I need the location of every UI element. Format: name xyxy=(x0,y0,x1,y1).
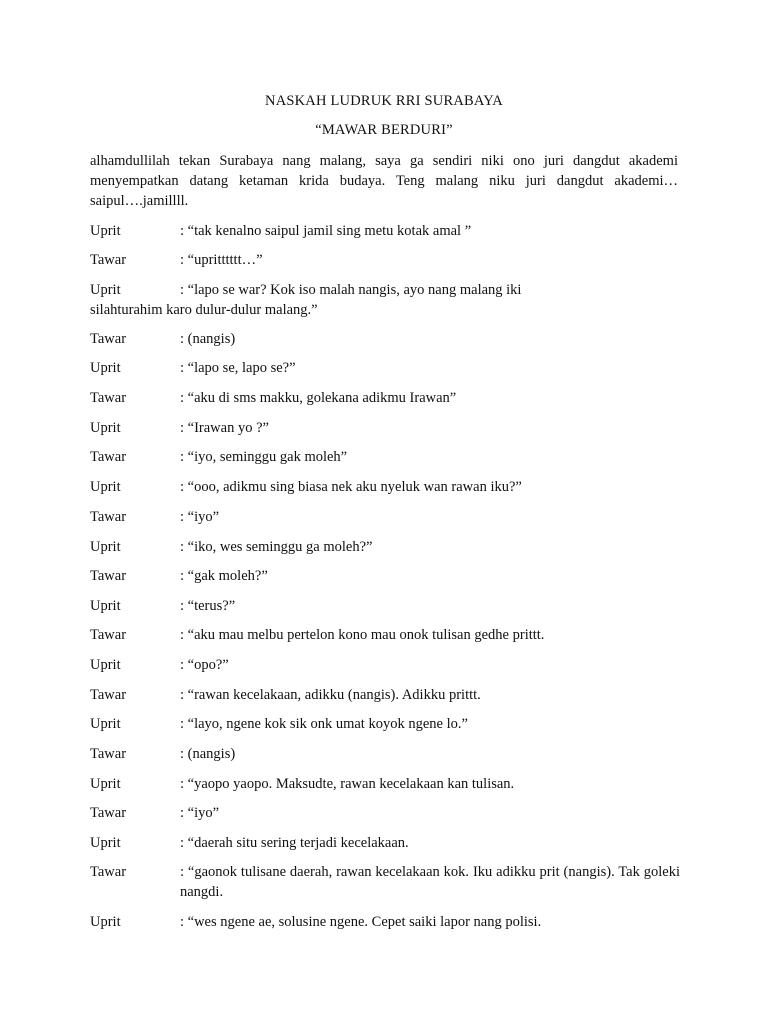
speaker-name: Tawar xyxy=(90,627,127,643)
speech-text: : “aku di sms makku, golekana adikmu Irawan” xyxy=(180,390,457,406)
speaker-name: Uprit xyxy=(90,539,121,555)
speaker-name: Tawar xyxy=(90,509,127,525)
speaker-name: Uprit xyxy=(90,479,121,495)
speech-text: : “iko, wes seminggu ga moleh?” xyxy=(180,539,373,555)
speaker-name: Tawar xyxy=(90,687,127,703)
speaker-name: Uprit xyxy=(90,282,121,298)
speech-text: : “yaopo yaopo. Maksudte, rawan kecelakaan kan tulisan. xyxy=(180,776,515,792)
speaker-name: Uprit xyxy=(90,598,121,614)
speaker-name: Uprit xyxy=(90,716,121,732)
intro-paragraph: alhamdullilah tekan Surabaya nang malang, saya ga sendiri niki ono juri dangdut akademi menyempatkan datang ketaman krida budaya. Teng malang niku juri dangdut akademi… saipul….jamillll. xyxy=(90,153,678,209)
speech-text: : (nangis) xyxy=(180,331,236,347)
speech-text: : “ooo, adikmu sing biasa nek aku nyeluk wan rawan iku?” xyxy=(180,479,522,495)
speech-text: : (nangis) xyxy=(180,746,236,762)
document-title: NASKAH LUDRUK RRI SURABAYA xyxy=(265,93,503,109)
speaker-name: Uprit xyxy=(90,360,121,376)
speech-text: : “iyo, seminggu gak moleh” xyxy=(180,449,348,465)
speech-text: : “lapo se war? Kok iso malah nangis, ayo nang malang iki xyxy=(180,282,522,298)
speaker-name: Tawar xyxy=(90,568,127,584)
speaker-name: Uprit xyxy=(90,835,121,851)
speech-text: : “iyo” xyxy=(180,805,220,821)
speaker-name: Uprit xyxy=(90,223,121,239)
speech-text: : “gaonok tulisane daerah, rawan kecelakaan kok. Iku adikku prit (nangis). Tak goleki nangdi. xyxy=(180,864,680,900)
speech-text: : “upritttttt…” xyxy=(180,252,263,268)
speech-text: : “rawan kecelakaan, adikku (nangis). Adikku prittt. xyxy=(180,687,481,703)
speaker-name: Tawar xyxy=(90,331,127,347)
speaker-name: Uprit xyxy=(90,657,121,673)
speaker-name: Uprit xyxy=(90,776,121,792)
speech-text: : “tak kenalno saipul jamil sing metu kotak amal ” xyxy=(180,223,472,239)
speech-text: : “gak moleh?” xyxy=(180,568,268,584)
speaker-name: Uprit xyxy=(90,914,121,930)
speaker-name: Tawar xyxy=(90,449,127,465)
speech-text-continued: silahturahim karo dulur-dulur malang.” xyxy=(90,302,318,318)
speaker-name: Tawar xyxy=(90,390,127,406)
speech-text: : “iyo” xyxy=(180,509,220,525)
speech-text: : “daerah situ sering terjadi kecelakaan. xyxy=(180,835,409,851)
speech-text: : “lapo se, lapo se?” xyxy=(180,360,296,376)
speech-text: : “layo, ngene kok sik onk umat koyok ngene lo.” xyxy=(180,716,468,732)
document-subtitle: “MAWAR BERDURI” xyxy=(315,122,453,138)
speech-text: : “opo?” xyxy=(180,657,229,673)
speech-text: : “terus?” xyxy=(180,598,236,614)
speech-text: : “wes ngene ae, solusine ngene. Cepet saiki lapor nang polisi. xyxy=(180,914,542,930)
speech-text: : “aku mau melbu pertelon kono mau onok tulisan gedhe prittt. xyxy=(180,627,545,643)
speaker-name: Uprit xyxy=(90,420,121,436)
speaker-name: Tawar xyxy=(90,252,127,268)
speaker-name: Tawar xyxy=(90,746,127,762)
speaker-name: Tawar xyxy=(90,864,127,880)
speaker-name: Tawar xyxy=(90,805,127,821)
speech-text: : “Irawan yo ?” xyxy=(180,420,269,436)
